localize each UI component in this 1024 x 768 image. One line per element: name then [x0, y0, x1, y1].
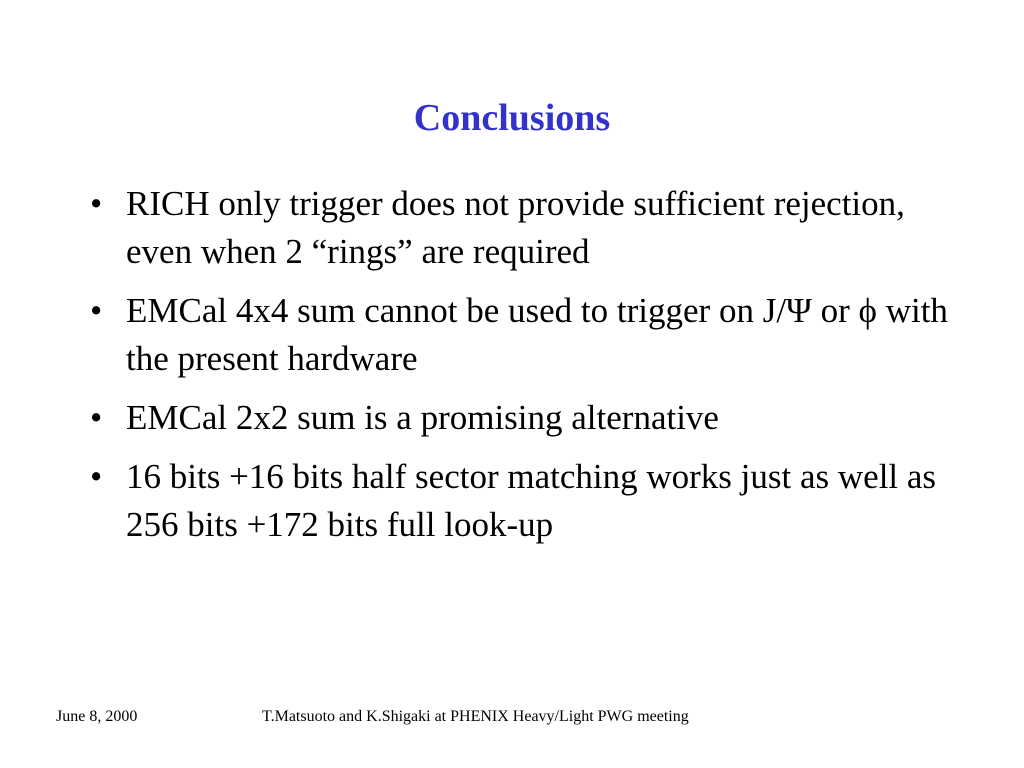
bullet-text: 16 bits +16 bits half sector matching works just as well as 256 bits +172 bits full look-up [126, 457, 937, 544]
bullet-item [90, 287, 950, 383]
bullet-text: EMCal 2x2 sum is a promising alternative [126, 398, 719, 437]
bullet-item [90, 180, 950, 276]
bullet-list [90, 180, 950, 560]
bullet-text: EMCal 4x4 sum cannot be used to trigger on J/Ψ or ϕ with the present hardware [126, 291, 948, 378]
footer-date: June 8, 2000 [56, 708, 138, 725]
bullet-text: RICH only trigger does not provide sufficient rejection, even when 2 “rings” are required [126, 184, 905, 271]
slide-title: Conclusions [413, 97, 611, 139]
bullet-icon: • [90, 184, 103, 223]
bullet-icon: • [90, 291, 103, 330]
bullet-item [90, 394, 950, 442]
bullet-icon: • [90, 457, 103, 496]
footer-credit: T.Matsuoto and K.Shigaki at PHENIX Heavy/Light PWG meeting [262, 708, 689, 725]
bullet-icon: • [90, 398, 103, 437]
bullet-item [90, 453, 950, 549]
